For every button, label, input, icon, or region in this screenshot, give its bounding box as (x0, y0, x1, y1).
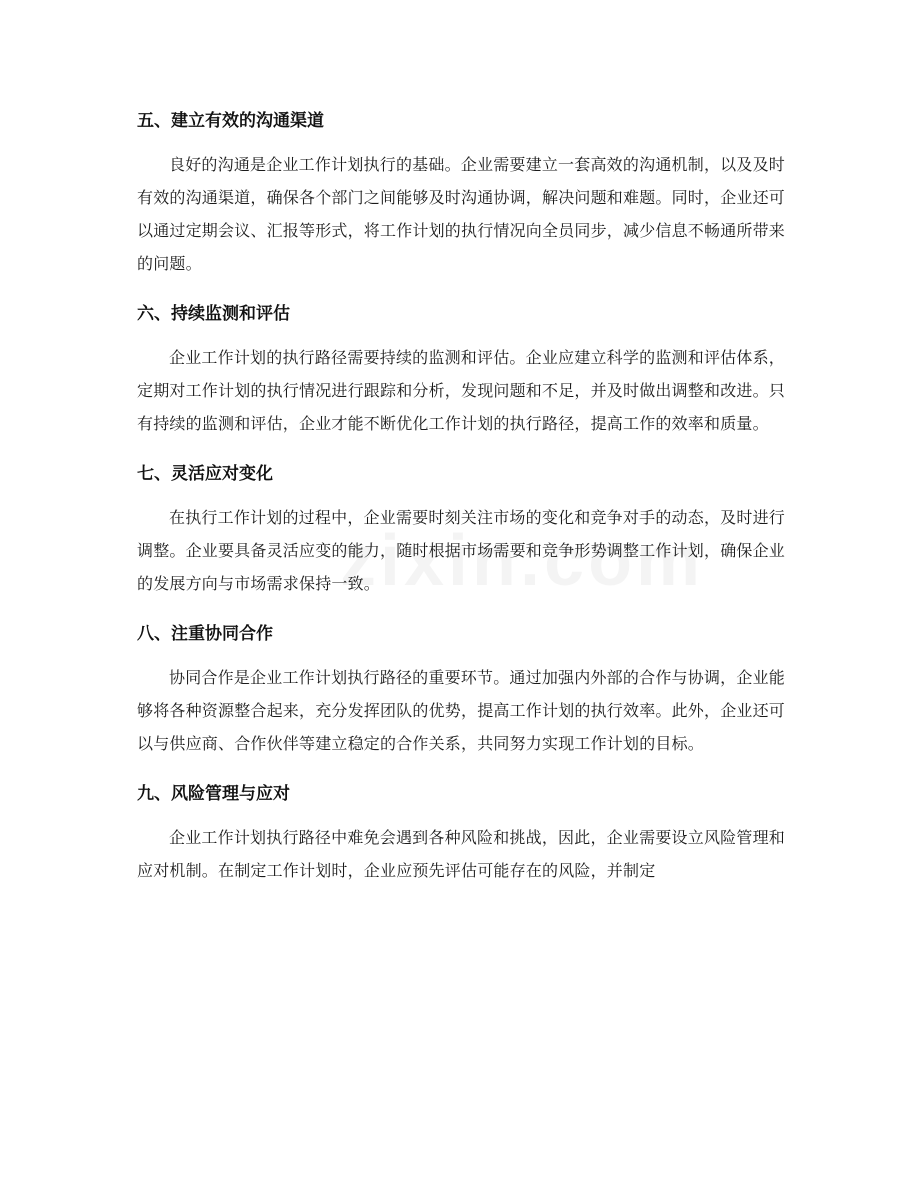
section-collaboration (137, 619, 785, 760)
section-heading: 九、风险管理与应对 (137, 784, 290, 804)
section-heading: 七、灵活应对变化 (137, 464, 273, 484)
section-paragraph: 在执行工作计划的过程中，企业需要时刻关注市场的变化和竞争对手的动态，及时进行调整。企业要具备灵活应变的能力，随时根据市场需要和竞争形势调整工作计划，确保企业的发展方向与市场需求保持一致。 (137, 508, 786, 593)
section-monitoring (137, 299, 785, 440)
section-flexibility (137, 459, 785, 600)
section-heading: 八、注重协同合作 (137, 624, 273, 644)
section-risk-management (137, 779, 785, 887)
section-communication (137, 106, 785, 280)
section-heading: 六、持续监测和评估 (137, 304, 290, 324)
section-paragraph: 良好的沟通是企业工作计划执行的基础。企业需要建立一套高效的沟通机制，以及及时有效的沟通渠道，确保各个部门之间能够及时沟通协调，解决问题和难题。同时，企业还可以通过定期会议、汇报等形式，将工作计划的执行情况向全员同步，减少信息不畅通所带来的问题。 (137, 155, 786, 273)
section-paragraph: 协同合作是企业工作计划执行路径的重要环节。通过加强内外部的合作与协调，企业能够将各种资源整合起来，充分发挥团队的优势，提高工作计划的执行效率。此外，企业还可以与供应商、合作伙伴等建立稳定的合作关系，共同努力实现工作计划的目标。 (137, 668, 786, 753)
section-paragraph: 企业工作计划执行路径中难免会遇到各种风险和挑战，因此，企业需要设立风险管理和应对机制。在制定工作计划时，企业应预先评估可能存在的风险，并制定 (137, 828, 785, 880)
section-paragraph: 企业工作计划的执行路径需要持续的监测和评估。企业应建立科学的监测和评估体系，定期对工作计划的执行情况进行跟踪和分析，发现问题和不足，并及时做出调整和改进。只有持续的监测和评估，企业才能不断优化工作计划的执行路径，提高工作的效率和质量。 (137, 348, 786, 433)
section-heading: 五、建立有效的沟通渠道 (137, 111, 324, 131)
document-body (137, 106, 785, 906)
